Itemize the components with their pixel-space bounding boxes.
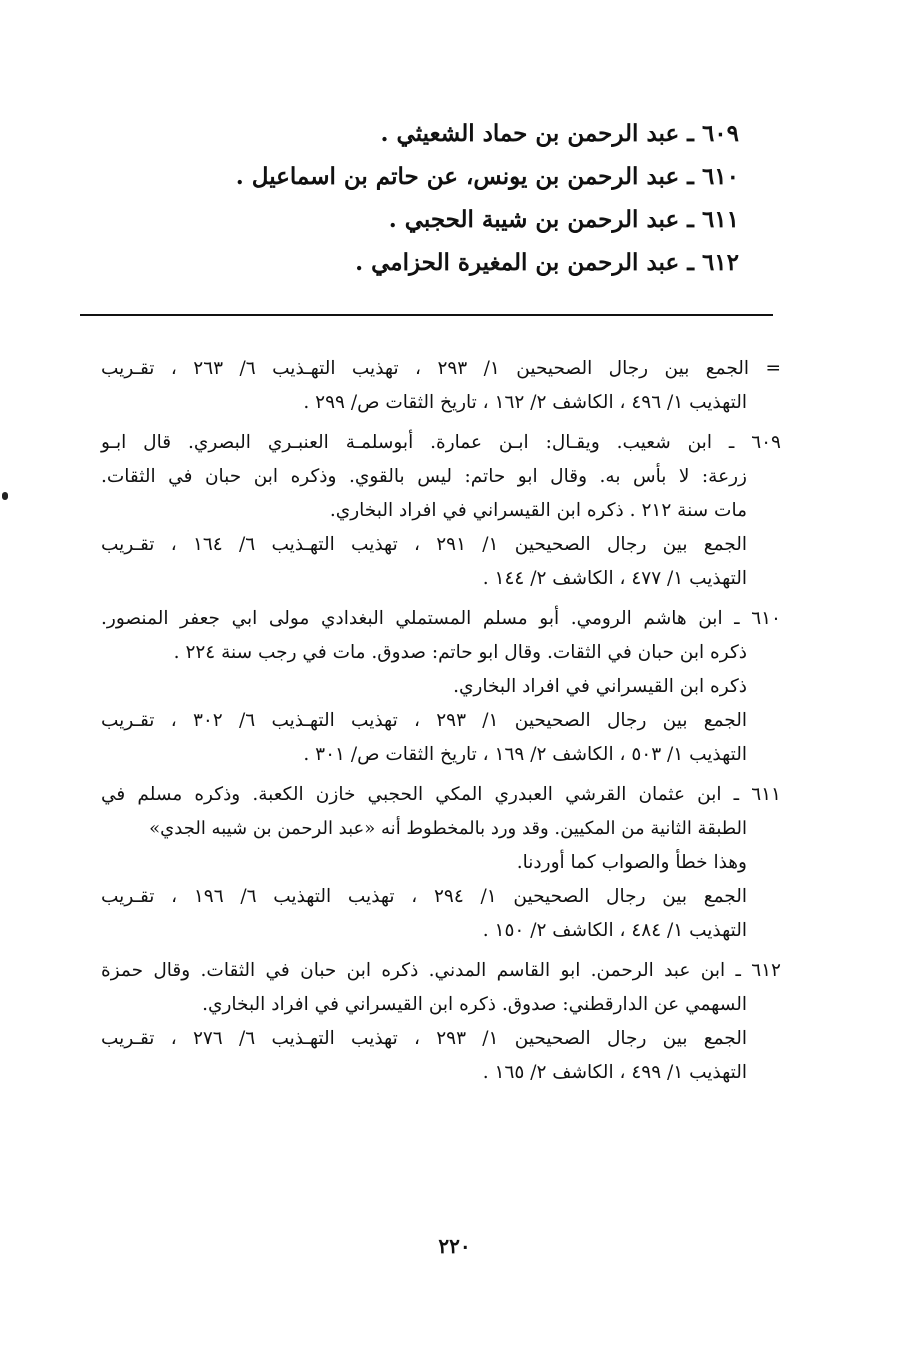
- footnote-line: التهذيب ١/ ٥٠٣ ، الكاشف ٢/ ١٦٩ ، تاريخ الثقات ص/ ٣٠١ .: [303, 744, 747, 765]
- footnote-609: [101, 426, 781, 596]
- entry-611: ٦١١ ـ عبد الرحمن بن شيبة الحجبي .: [388, 206, 739, 233]
- entry-610: ٦١٠ ـ عبد الرحمن بن يونس، عن حاتم بن اسماعيل .: [235, 163, 739, 190]
- footnote-continued: [101, 352, 781, 420]
- scan-speck: [2, 492, 8, 500]
- footnote-line: = الجمع بين رجال الصحيحين ١/ ٢٩٣ ، تهذيب التهـذيب ٦/ ٢٦٣ ، تقـريب: [101, 358, 781, 379]
- footnote-line: مات سنة ٢١٢ . ذكره ابن القيسراني في افراد البخاري.: [329, 500, 747, 521]
- footnote-line: وهذا خطأ والصواب كما أوردنا.: [516, 852, 747, 873]
- footnote-line: التهذيب ١/ ٤٧٧ ، الكاشف ٢/ ١٤٤ .: [482, 568, 747, 589]
- entry-609: ٦٠٩ ـ عبد الرحمن بن حماد الشعيثي .: [380, 120, 739, 147]
- main-entries: [179, 112, 739, 284]
- footnote-line: الجمع بين رجال الصحيحين ١/ ٢٩١ ، تهذيب التهـذيب ٦/ ١٦٤ ، تقـريب: [101, 534, 747, 555]
- footnotes: [101, 352, 781, 1096]
- footnote-612: [101, 954, 781, 1090]
- footnote-line: ٦٠٩ ـ ابن شعيب. ويقـال: ابـن عمارة. أبوسلمـة العنبـري البصري. قال ابـو: [101, 432, 781, 453]
- footnote-line: التهذيب ١/ ٤٩٩ ، الكاشف ٢/ ١٦٥ .: [482, 1062, 747, 1083]
- footnote-610: [101, 602, 781, 772]
- footnote-line: ٦١٠ ـ ابن هاشم الرومي. أبو مسلم المستملي البغدادي مولى ابي جعفر المنصور.: [101, 608, 781, 629]
- footnote-line: ذكره ابن حبان في الثقات. وقال ابو حاتم: صدوق. مات في رجب سنة ٢٢٤ .: [173, 642, 747, 663]
- footnote-line: الجمع بين رجال الصحيحين ١/ ٢٩٤ ، تهذيب التهذيب ٦/ ١٩٦ ، تقـريب: [101, 886, 748, 907]
- footnote-line: الجمع بين رجال الصحيحين ١/ ٢٩٣ ، تهذيب التهـذيب ٦/ ٢٧٦ ، تقـريب: [101, 1028, 747, 1049]
- footnote-divider: [80, 314, 773, 316]
- footnote-line: الطبقة الثانية من المكيين. وقد ورد بالمخطوط أنه «عبد الرحمن بن شيبه الجدي»: [149, 818, 747, 839]
- footnote-line: زرعة: لا بأس به. وقال ابو حاتم: ليس بالقوي. وذكره ابن حبان في الثقات.: [101, 466, 747, 487]
- footnote-line: ٦١١ ـ ابن عثمان القرشي العبدري المكي الحجبي خازن الكعبة. وذكره مسلم في: [101, 784, 781, 805]
- footnote-611: [101, 778, 781, 948]
- entry-612: ٦١٢ ـ عبد الرحمن بن المغيرة الحزامي .: [355, 249, 739, 276]
- page-number: ٢٢٠: [438, 1234, 471, 1258]
- footnote-line: التهذيب ١/ ٤٩٦ ، الكاشف ٢/ ١٦٢ ، تاريخ الثقات ص/ ٢٩٩ .: [303, 392, 747, 413]
- footnote-line: الجمع بين رجال الصحيحين ١/ ٢٩٣ ، تهذيب التهـذيب ٦/ ٣٠٢ ، تقـريب: [101, 710, 747, 731]
- footnote-line: التهذيب ١/ ٤٨٤ ، الكاشف ٢/ ١٥٠ .: [482, 920, 747, 941]
- footnote-line: ذكره ابن القيسراني في افراد البخاري.: [453, 676, 747, 697]
- footnote-line: ٦١٢ ـ ابن عبد الرحمن. ابو القاسم المدني. ذكره ابن حبان في الثقات. وقال حمزة: [101, 960, 781, 981]
- footnote-line: السهمي عن الدارقطني: صدوق. ذكره ابن القيسراني في افراد البخاري.: [202, 994, 747, 1015]
